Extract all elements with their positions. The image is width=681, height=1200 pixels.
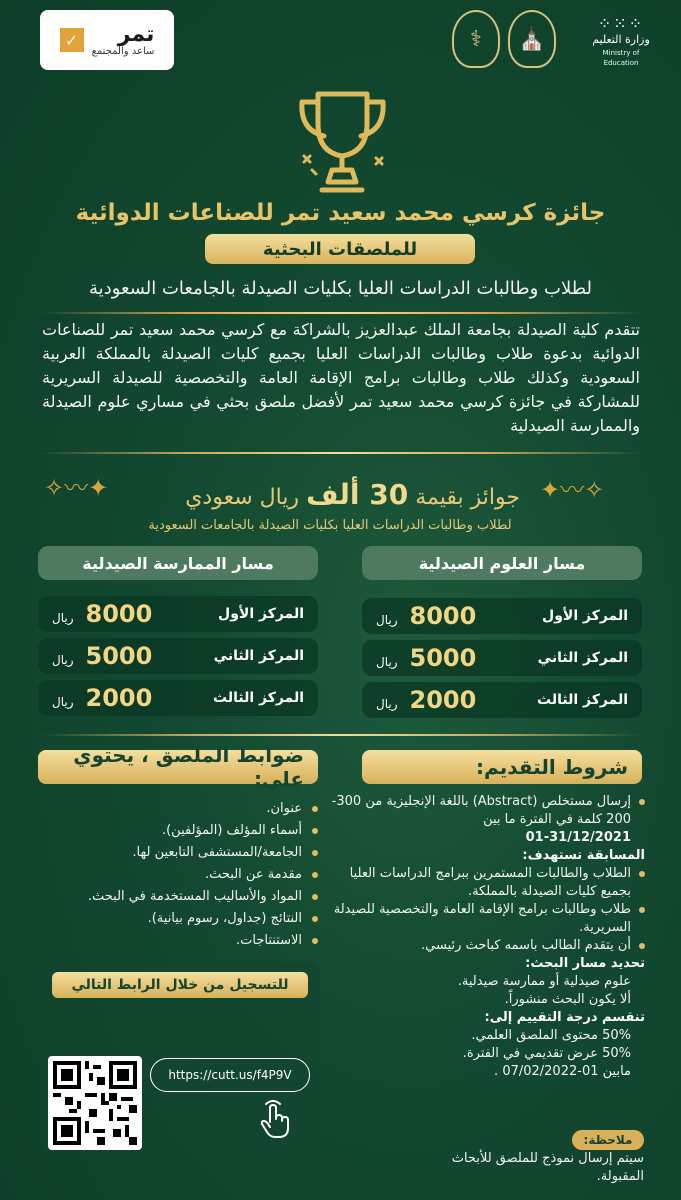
trophy-icon xyxy=(290,86,395,198)
tamer-logo xyxy=(40,10,174,70)
ministry-of-education-logo xyxy=(585,16,657,68)
register-title: للتسجيل من خلال الرابط التالي xyxy=(52,972,308,998)
track-pharmacy-practice: مسار الممارسة الصيدلية xyxy=(38,546,318,580)
pharmacy-college-seal-icon: ⚕ xyxy=(452,10,500,68)
list-item: الطلاب والطالبات المستمرين ببرامج الدراسات العليا xyxy=(330,865,645,883)
rank-place: المركز الثاني xyxy=(537,650,628,666)
tamer-logo-name: تمر xyxy=(117,21,155,47)
list-item: المواد والأساليب المستخدمة في البحث. xyxy=(40,886,318,908)
list-item: أسماء المؤلف (المؤلفين). xyxy=(40,820,318,842)
track-pharmaceutical-sciences: مسار العلوم الصيدلية xyxy=(362,546,642,580)
rank-amount: 2000 xyxy=(85,684,153,712)
rank-currency: ريال xyxy=(376,697,398,711)
rank-row xyxy=(38,638,318,674)
list-item: بجميع كليات الصيدلة بالمملكة. xyxy=(467,884,631,899)
rank-amount: 8000 xyxy=(409,602,477,630)
rank-place: المركز الثالث xyxy=(213,690,304,706)
list-item: مابين 01-07/02/2022 . xyxy=(494,1064,631,1079)
rank-currency: ريال xyxy=(52,611,74,625)
rank-place: المركز الثالث xyxy=(537,692,628,708)
prize-subtitle: لطلاب وطالبات الدراسات العليا بكليات الصيدلة بالجامعات السعودية xyxy=(148,518,512,533)
list-item: الجامعة/المستشفى التابعين لها. xyxy=(40,842,318,864)
moe-english-name: Ministry of Education xyxy=(602,49,640,67)
prize-suffix: ريال سعودي xyxy=(185,485,300,510)
list-item: ألا يكون البحث منشوراً. xyxy=(504,992,631,1007)
confetti-left-icon: ✦〰✧ xyxy=(44,474,109,502)
rank-place: المركز الأول xyxy=(218,606,304,622)
poster-rules-list xyxy=(40,798,318,952)
tap-hand-icon xyxy=(258,1100,292,1140)
rank-currency: ريال xyxy=(376,613,398,627)
list-item: طلاب وطالبات برامج الإقامة العامة والتخصصية للصيدلة السريرية. xyxy=(330,901,645,937)
rank-place: المركز الثاني xyxy=(213,648,304,664)
rank-currency: ريال xyxy=(52,695,74,709)
list-item: عنوان. xyxy=(40,798,318,820)
list-item: علوم صيدلية أو ممارسة صيدلية. xyxy=(457,974,631,989)
rank-row xyxy=(362,640,642,676)
prize-total xyxy=(185,478,520,511)
rank-amount: 5000 xyxy=(409,644,477,672)
tamer-logo-text xyxy=(91,21,155,57)
conditions-list xyxy=(330,793,645,1081)
tamer-logo-mark-icon: ✓ xyxy=(60,28,84,52)
divider xyxy=(40,312,641,314)
tamer-logo-sub: ساعد والمجتمع xyxy=(91,45,155,57)
kau-university-seal-icon: ⛪ xyxy=(508,10,556,68)
divider xyxy=(40,452,641,454)
note-label: ملاحظة: xyxy=(572,1130,644,1150)
moe-dots-icon: ⁘⁙⁘ xyxy=(597,14,645,33)
subtitle-badge: للملصقات البحثية xyxy=(205,234,475,264)
page-title: جائزة كرسي محمد سعيد تمر للصناعات الدوائية xyxy=(75,200,606,226)
list-item: 50% محتوى الملصق العلمي. xyxy=(471,1028,631,1043)
rank-row xyxy=(38,596,318,632)
rank-place: المركز الأول xyxy=(542,608,628,624)
qr-code-icon[interactable] xyxy=(48,1056,142,1150)
conditions-heading: شروط التقديم: xyxy=(362,750,642,784)
divider xyxy=(40,734,641,736)
rank-amount: 5000 xyxy=(85,642,153,670)
list-subheading: تنقسم درجة التقييم إلى: xyxy=(484,1010,645,1025)
poster-rules-heading: ضوابط الملصق ، يحتوي على: xyxy=(38,750,318,784)
rank-amount: 2000 xyxy=(409,686,477,714)
list-subheading: المسابقة تستهدف: xyxy=(522,848,645,863)
list-item: 50% عرض تقديمي في الفترة. xyxy=(462,1046,631,1061)
note-text: سيتم إرسال نموذج للملصق للأبحاث المقبولة. xyxy=(451,1151,644,1184)
moe-arabic-name: وزارة التعليم xyxy=(592,33,650,46)
rank-row xyxy=(38,680,318,716)
rank-row xyxy=(362,682,642,718)
list-item: أن يتقدم الطالب باسمه كباحث رئيسي. xyxy=(330,937,645,955)
rank-row xyxy=(362,598,642,634)
list-item: النتائج (جداول، رسوم بيانية). xyxy=(40,908,318,930)
rank-currency: ريال xyxy=(52,653,74,667)
list-item: الاستنتاجات. xyxy=(40,930,318,952)
registration-link[interactable]: https://cutt.us/f4P9V xyxy=(150,1058,310,1092)
list-item: مقدمة عن البحث. xyxy=(40,864,318,886)
list-item: إرسال مستخلص (Abstract) باللغة الإنجليزية من 300-200 كلمة في الفترة ما بين xyxy=(330,793,645,829)
list-item: 01-31/12/2021 xyxy=(525,830,631,845)
rank-currency: ريال xyxy=(376,655,398,669)
prize-prefix: جوائز بقيمة xyxy=(415,485,520,510)
prize-amount: 30 ألف xyxy=(306,478,409,511)
target-audience: لطلاب وطالبات الدراسات العليا بكليات الصيدلة بالجامعات السعودية xyxy=(89,278,592,299)
intro-paragraph: تتقدم كلية الصيدلة بجامعة الملك عبدالعزيز بالشراكة مع كرسي محمد سعيد تمر للصناعات الدوائية بدعوة طلاب وطالبات الدراسات العليا بجميع كليات الصيدلة بالمملكة العربية السعودية وكذلك طلاب وطالبات برامج الإقامة العامة والتخصصية للصيدلة السريرية للمشاركة في جائزة كرسي محمد سعيد تمر لأفضل ملصق بحثي في مساري علوم الصيدلة والممارسة الصيدلية xyxy=(42,320,640,435)
confetti-right-icon: ✧〰✦ xyxy=(540,476,605,504)
rank-amount: 8000 xyxy=(85,600,153,628)
list-subheading: تحديد مسار البحث: xyxy=(525,956,645,971)
